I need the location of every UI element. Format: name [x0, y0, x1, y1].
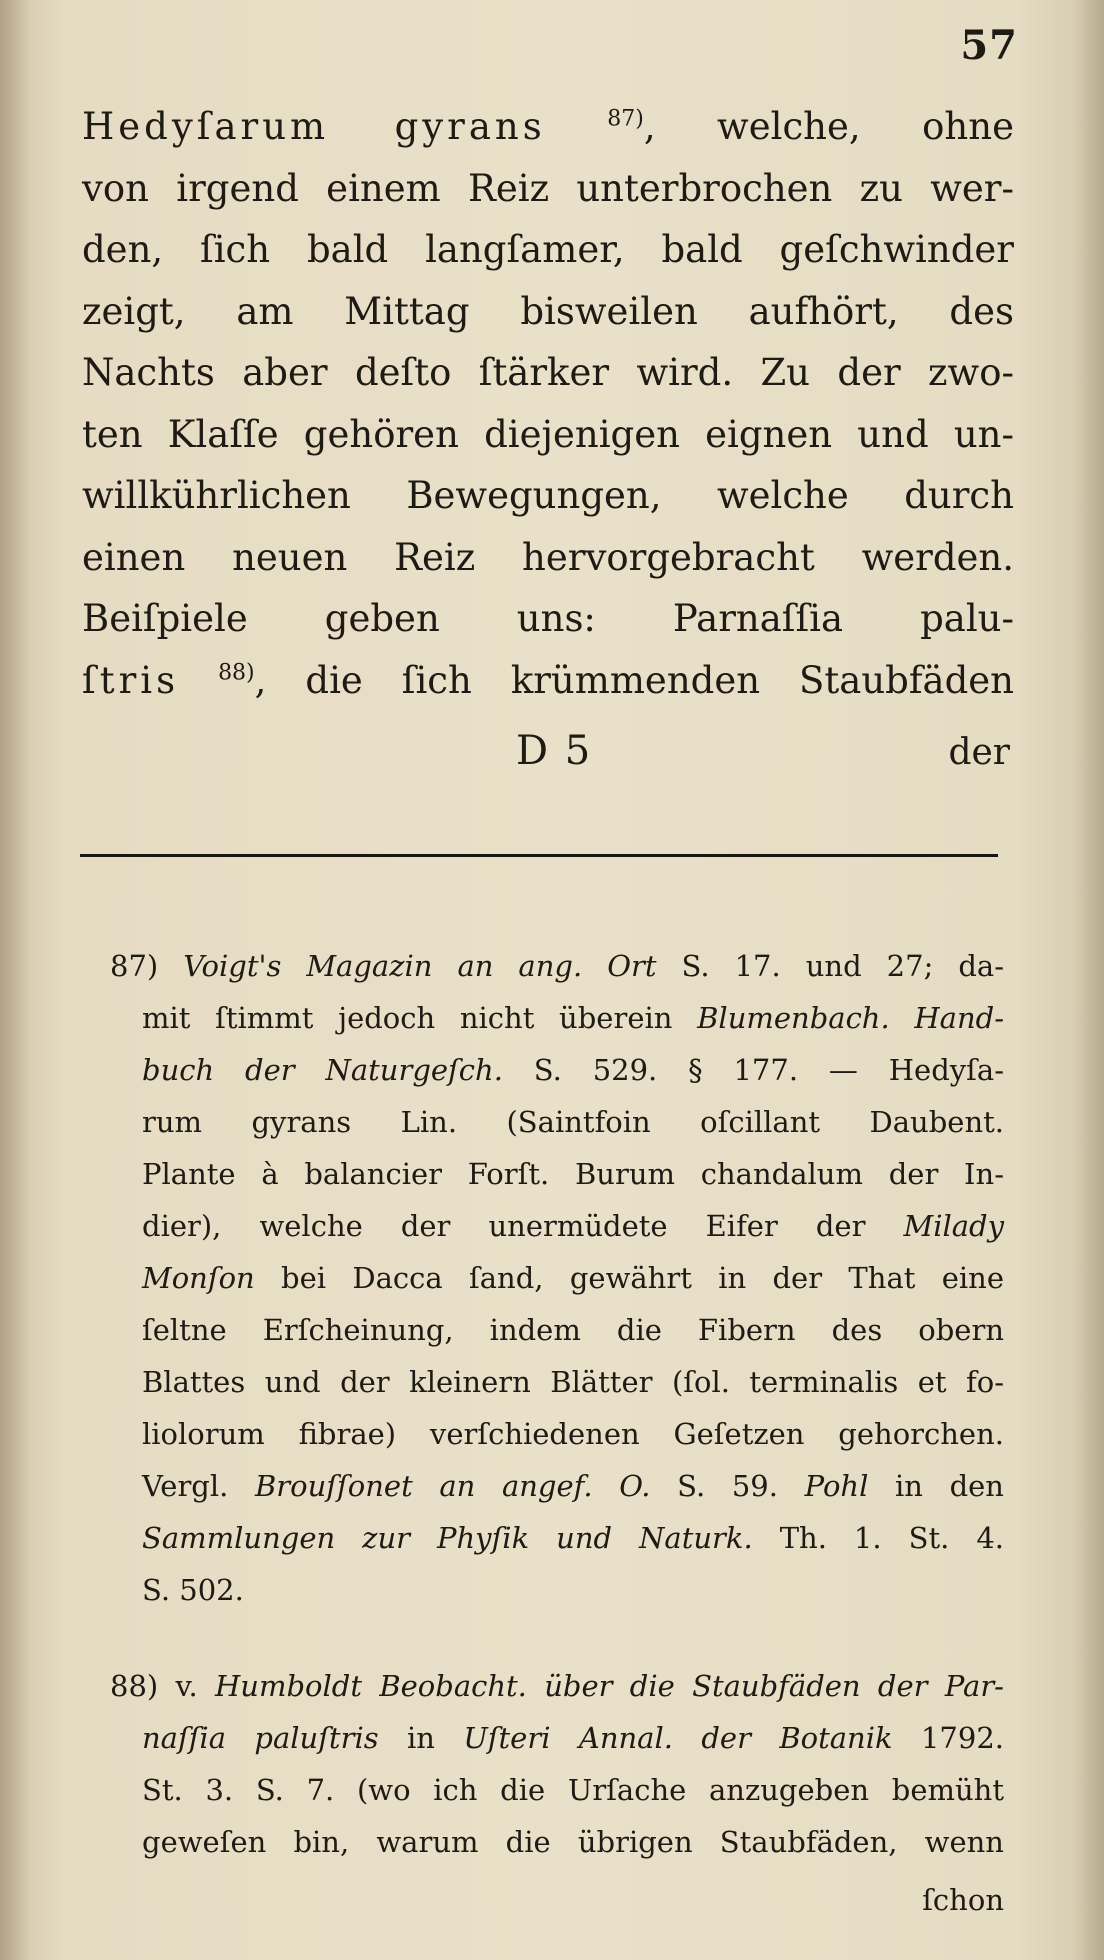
footnote-line [142, 1050, 1004, 1090]
citation-title: Brouſſonet an angef. O. [255, 1469, 651, 1503]
person-name: Monſon [142, 1261, 255, 1295]
footnote-line: Blattes und der kleinern Blätter (ſol. terminalis et fo- [142, 1365, 1004, 1399]
footnote-line [142, 1718, 1004, 1758]
footnote-line [142, 1466, 1004, 1506]
footnote-line: Plante à balancier Forſt. Burum chandalum der In- [142, 1157, 1004, 1191]
main-line: Nachts aber deſto ſtärker wird. Zu der zwo- [82, 351, 1014, 394]
main-line-text: , welche, ohne [643, 105, 1014, 148]
footnote-text: S. 529. § 177. — Hedyſa- [502, 1053, 1004, 1087]
footnote-text: in [378, 1721, 464, 1755]
footnote-text: S. 17. und 27; da- [656, 949, 1005, 983]
citation-title: Voigt's Magazin an ang. Ort [183, 949, 657, 983]
main-line: von irgend einem Reiz unterbrochen zu wer- [82, 166, 1014, 210]
page-number: 57 [960, 22, 1018, 69]
footnote-catchword: ſchon [922, 1883, 1004, 1917]
main-line-text: , die ſich krümmenden Staubfäden [254, 658, 1015, 702]
footnote-line [142, 1518, 1004, 1558]
main-line [82, 650, 1014, 712]
main-line: einen neuen Reiz hervorgebracht werden. [82, 535, 1014, 579]
main-line: willkührlichen Bewegungen, welche durch [82, 474, 1014, 517]
species-name: Hedyſarum gyrans [82, 105, 546, 148]
footnote-line [142, 998, 1004, 1038]
citation-title: buch der Naturgeſch. [142, 1053, 503, 1087]
footnote-text: Th. 1. St. 4. [752, 1521, 1004, 1555]
footnote-line: ſeltne Erſcheinung, indem die Fibern des obern [142, 1313, 1004, 1347]
species-name: naſſia paluſtris [142, 1721, 379, 1755]
person-name: Pohl [804, 1469, 869, 1503]
footnote-line [110, 946, 1004, 986]
citation-title: Uſteri Annal. der Botanik [463, 1721, 893, 1755]
species-name: ſtris [82, 658, 180, 702]
citation-title: Blumenbach. Hand- [697, 1001, 1004, 1035]
footnote-line [142, 1258, 1004, 1298]
footnote-text: dier), welche der unermüdete Eifer der [142, 1209, 904, 1243]
footnote-text: 1792. [892, 1721, 1004, 1755]
footnote-line [110, 1666, 1004, 1706]
footnote-separator-rule [80, 854, 998, 857]
main-line: zeigt, am Mittag bisweilen aufhört, des [82, 289, 1014, 333]
footnote-text: in den [868, 1469, 1004, 1503]
footnote-text: mit ſtimmt jedoch nicht überein [142, 1001, 698, 1035]
footnote-line: St. 3. S. 7. (wo ich die Urſache anzugeben bemüht [142, 1773, 1004, 1807]
footnote-line: liolorum fibrae) verſchiedenen Geſetzen gehorchen. [142, 1417, 1004, 1451]
footnote-text: v. [158, 1669, 216, 1703]
footnote-line [142, 1206, 1004, 1246]
footnote-text: bei Dacca ſand, gewährt in der That eine [254, 1261, 1004, 1295]
footnote-line: geweſen bin, warum die übrigen Staubfäden, wenn [142, 1825, 1004, 1859]
footnote-ref-88[interactable]: 88) [218, 660, 255, 686]
footnote-text: Vergl. [142, 1469, 255, 1503]
footnote-line: rum gyrans Lin. (Saintfoin oſcillant Daubent. [142, 1105, 1004, 1139]
catchword: der [948, 732, 1010, 773]
citation-title: Humboldt Beobacht. über die Staubfäden der Par- [215, 1669, 1004, 1703]
footnote-line: S. 502. [142, 1573, 244, 1607]
page-gutter-shadow [0, 0, 30, 1960]
main-text [82, 96, 1014, 711]
signature-mark: D 5 [516, 728, 593, 774]
main-line: Beiſpiele geben uns: Parnaſſia palu- [82, 597, 1014, 640]
footnote-ref-87[interactable]: 87) [607, 106, 644, 132]
citation-title: Sammlungen zur Phyſik und Naturk. [142, 1521, 753, 1555]
person-name: Milady [903, 1209, 1004, 1243]
main-line: den, ſich bald langſamer, bald geſchwinder [82, 228, 1014, 271]
footnote-text: S. 59. [650, 1469, 805, 1503]
main-line [82, 96, 1014, 158]
footnote-number: 87) [110, 949, 159, 983]
footnote-number: 88) [110, 1669, 159, 1703]
page-edge-shadow [1074, 0, 1104, 1960]
main-line: ten Klaſſe gehören diejenigen eignen und un- [82, 412, 1014, 456]
